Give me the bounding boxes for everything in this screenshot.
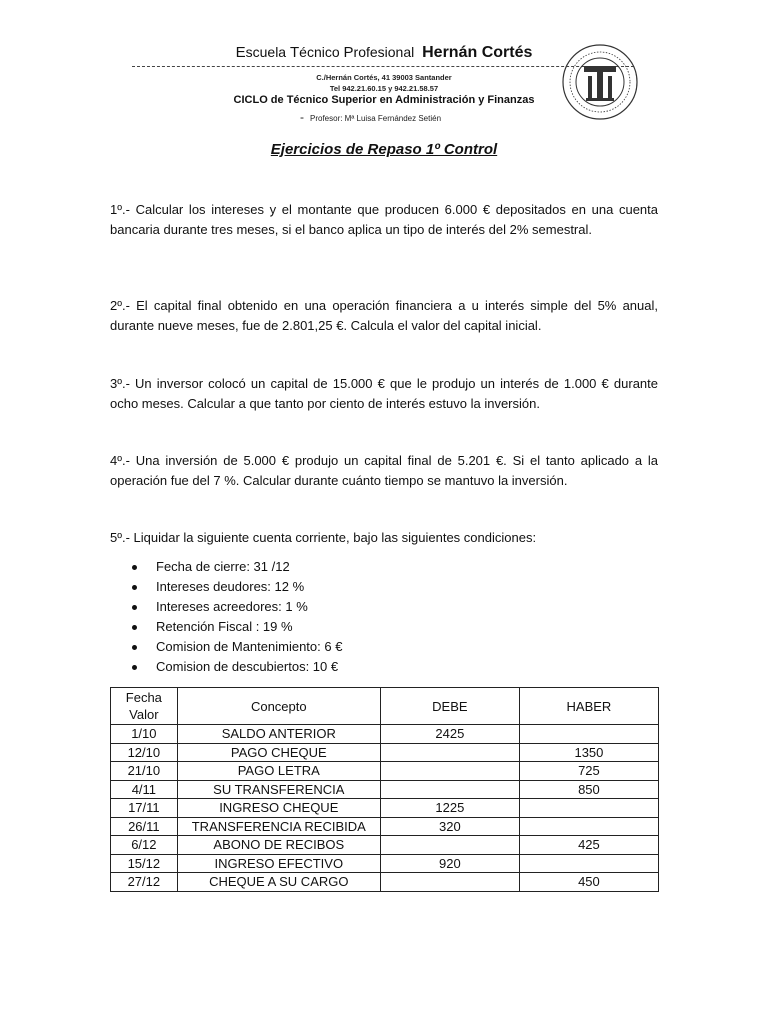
school-letter-e: E <box>235 44 246 61</box>
cell-debe: 320 <box>380 817 519 836</box>
table-row <box>111 762 659 781</box>
cell-fecha: 6/12 <box>111 836 178 855</box>
table-row <box>111 743 659 762</box>
school-word-profesional: rofesional <box>353 44 415 60</box>
school-letter-p: P <box>343 44 354 61</box>
school-word-tecnico: écnico <box>299 44 344 60</box>
header-debe: DEBE <box>380 688 519 725</box>
header-fecha-valor <box>111 688 178 725</box>
cell-concepto: TRANSFERENCIA RECIBIDA <box>177 817 380 836</box>
cell-fecha: 27/12 <box>111 873 178 892</box>
condition-item: Comision de Mantenimiento: 6 € <box>130 637 342 657</box>
table-row <box>111 725 659 744</box>
table-header-row <box>111 688 659 725</box>
phone-line: Tel 942.21.60.15 y 942.21.58.57 <box>329 84 439 93</box>
page-title: Ejercicios de Repaso 1º Control <box>270 141 498 158</box>
school-name <box>0 44 768 62</box>
cell-debe: 2425 <box>380 725 519 744</box>
school-address <box>0 72 768 94</box>
header-fecha: Fecha <box>125 690 162 705</box>
cell-debe <box>380 873 519 892</box>
cell-concepto: SU TRANSFERENCIA <box>177 780 380 799</box>
cell-haber: 425 <box>519 836 658 855</box>
cell-concepto: INGRESO CHEQUE <box>177 799 380 818</box>
condition-item: Fecha de cierre: 31 /12 <box>130 557 342 577</box>
cell-haber: 450 <box>519 873 658 892</box>
cell-debe <box>380 836 519 855</box>
cell-concepto: ABONO DE RECIBOS <box>177 836 380 855</box>
table-row <box>111 817 659 836</box>
cell-fecha: 1/10 <box>111 725 178 744</box>
cell-concepto: INGRESO EFECTIVO <box>177 854 380 873</box>
cell-fecha: 26/11 <box>111 817 178 836</box>
cell-haber <box>519 854 658 873</box>
header-concepto: Concepto <box>177 688 380 725</box>
exercise-5: 5º.- Liquidar la siguiente cuenta corriente, bajo las siguientes condiciones: <box>110 530 537 545</box>
table-row <box>111 780 659 799</box>
exercise-2: 2º.- El capital final obtenido en una operación financiera a u interés simple del 5% anual, durante nueve meses, fue de 2.801,25 €. Calcula el valor del capital inicial. <box>110 298 658 333</box>
table-row <box>111 854 659 873</box>
cell-haber: 725 <box>519 762 658 781</box>
profesor-dash: - <box>300 110 304 124</box>
school-proper-name: Hernán Cortés <box>422 44 533 61</box>
cell-haber: 850 <box>519 780 658 799</box>
condition-item: Intereses acreedores: 1 % <box>130 597 342 617</box>
cell-debe <box>380 780 519 799</box>
school-word-escuela: scuela <box>245 44 290 60</box>
condition-item: Retención Fiscal : 19 % <box>130 617 342 637</box>
cell-concepto: PAGO LETRA <box>177 762 380 781</box>
cell-fecha: 15/12 <box>111 854 178 873</box>
cell-haber <box>519 799 658 818</box>
header-valor: Valor <box>129 707 159 722</box>
table-row <box>111 799 659 818</box>
table-row <box>111 836 659 855</box>
condition-item: Intereses deudores: 12 % <box>130 577 342 597</box>
cell-fecha: 4/11 <box>111 780 178 799</box>
cell-concepto: PAGO CHEQUE <box>177 743 380 762</box>
cell-debe <box>380 762 519 781</box>
cell-fecha: 21/10 <box>111 762 178 781</box>
header-haber: HABER <box>519 688 658 725</box>
cell-haber: 1350 <box>519 743 658 762</box>
exercise-1: 1º.- Calcular los intereses y el montante que producen 6.000 € depositados en una cuenta bancaria durante tres meses, si el banco aplica un tipo de interés del 2% semestral. <box>110 202 658 237</box>
header-divider <box>132 66 634 67</box>
address-line: C./Hernán Cortés, 41 39003 Santander <box>316 73 452 82</box>
account-table <box>110 687 659 892</box>
cell-debe: 920 <box>380 854 519 873</box>
table-row <box>111 873 659 892</box>
exercise-3: 3º.- Un inversor colocó un capital de 15.000 € que le produjo un interés de 1.000 € durante ocho meses. Calcular a que tanto por ciento de interés estuvo la inversión. <box>110 376 658 411</box>
cell-fecha: 12/10 <box>111 743 178 762</box>
profesor-name: Profesor: Mª Luisa Fernández Setién <box>310 114 442 123</box>
ciclo-line: CICLO de Técnico Superior en Administración y Finanzas <box>233 94 535 106</box>
profesor-line <box>300 110 441 124</box>
cell-concepto: CHEQUE A SU CARGO <box>177 873 380 892</box>
school-seal-icon <box>560 42 640 122</box>
cell-debe <box>380 743 519 762</box>
conditions-list <box>130 557 342 677</box>
cell-debe: 1225 <box>380 799 519 818</box>
condition-item: Comision de descubiertos: 10 € <box>130 657 342 677</box>
exercise-4: 4º.- Una inversión de 5.000 € produjo un capital final de 5.201 €. Si el tanto aplicado a la operación fue del 7 %. Calcular durante cuánto tiempo se mantuvo la inversión. <box>110 453 658 488</box>
cell-concepto: SALDO ANTERIOR <box>177 725 380 744</box>
cell-haber <box>519 725 658 744</box>
cell-fecha: 17/11 <box>111 799 178 818</box>
school-letter-t: T <box>289 44 300 61</box>
cell-haber <box>519 817 658 836</box>
